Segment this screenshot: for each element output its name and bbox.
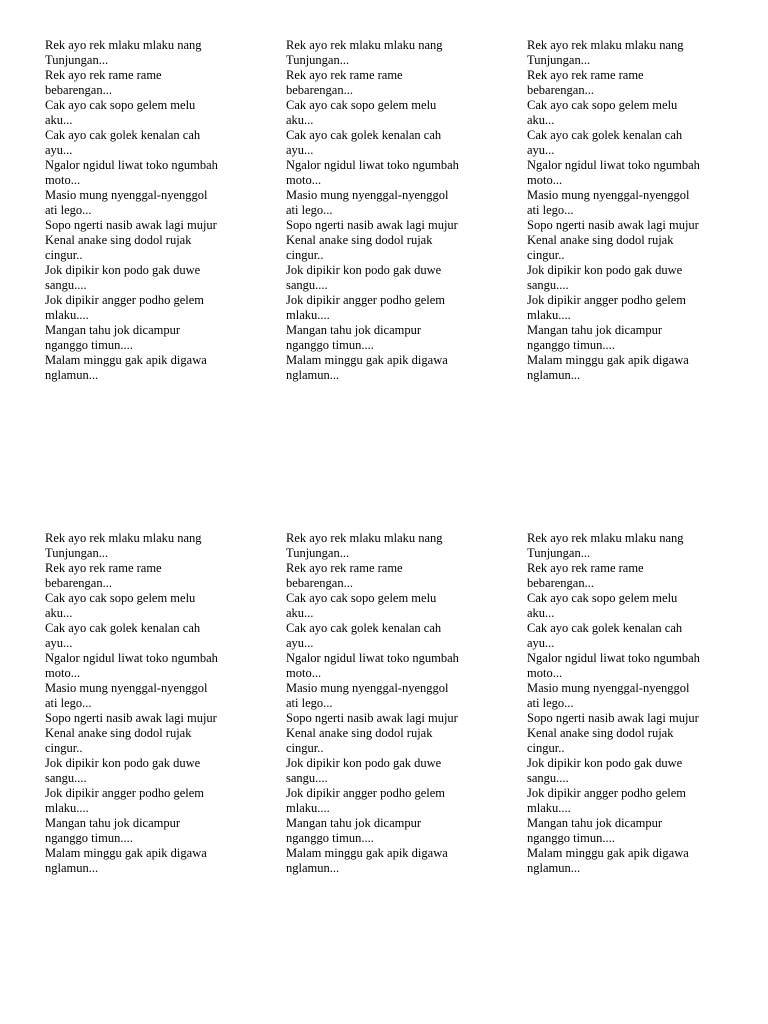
lyric-line: Kenal anake sing dodol rujak: [286, 233, 433, 247]
lyrics-block-top-middle: [286, 38, 486, 383]
lyric-line: sangu....: [45, 771, 87, 785]
lyric-line: ayu...: [45, 636, 73, 650]
lyric-line: nglamun...: [286, 861, 340, 875]
lyric-line: Cak ayo cak sopo gelem melu: [527, 98, 678, 112]
lyric-line: ati lego...: [286, 696, 333, 710]
lyric-line: Mangan tahu jok dicampur: [527, 323, 663, 337]
lyric-line: Ngalor ngidul liwat toko ngumbah: [45, 651, 218, 665]
lyric-line: Rek ayo rek rame rame: [527, 561, 644, 575]
lyric-line: mlaku....: [527, 308, 571, 322]
lyric-line: cingur..: [527, 248, 565, 262]
lyric-line: ati lego...: [45, 203, 92, 217]
lyric-line: ayu...: [286, 636, 314, 650]
lyric-line: Mangan tahu jok dicampur: [286, 323, 422, 337]
lyric-line: moto...: [45, 666, 81, 680]
lyric-line: Malam minggu gak apik digawa: [527, 353, 689, 367]
lyric-line: Rek ayo rek rame rame: [45, 68, 162, 82]
lyric-line: cingur..: [45, 741, 83, 755]
lyric-line: aku...: [45, 606, 73, 620]
lyric-line: Malam minggu gak apik digawa: [527, 846, 689, 860]
lyric-line: Cak ayo cak golek kenalan cah: [527, 128, 683, 142]
lyric-line: aku...: [527, 113, 555, 127]
lyric-line: aku...: [286, 113, 314, 127]
lyric-line: sangu....: [286, 771, 328, 785]
lyric-line: Ngalor ngidul liwat toko ngumbah: [45, 158, 218, 172]
lyric-line: Kenal anake sing dodol rujak: [286, 726, 433, 740]
lyric-line: Masio mung nyenggal-nyenggol: [286, 681, 449, 695]
lyric-line: Ngalor ngidul liwat toko ngumbah: [286, 158, 459, 172]
lyric-line: Sopo ngerti nasib awak lagi mujur: [286, 711, 458, 725]
lyric-line: nganggo timun....: [45, 338, 133, 352]
lyric-line: moto...: [286, 666, 322, 680]
lyric-line: Masio mung nyenggal-nyenggol: [45, 188, 208, 202]
lyric-line: Masio mung nyenggal-nyenggol: [286, 188, 449, 202]
lyric-line: bebarengan...: [45, 83, 112, 97]
lyric-line: Kenal anake sing dodol rujak: [45, 726, 192, 740]
lyric-line: Jok dipikir angger podho gelem: [527, 293, 686, 307]
lyric-line: Masio mung nyenggal-nyenggol: [527, 188, 690, 202]
lyric-line: moto...: [286, 173, 322, 187]
lyric-line: Rek ayo rek rame rame: [286, 68, 403, 82]
lyrics-block-bottom-left: [45, 531, 245, 876]
lyric-line: Rek ayo rek rame rame: [45, 561, 162, 575]
lyric-line: bebarengan...: [45, 576, 112, 590]
lyric-line: Jok dipikir angger podho gelem: [527, 786, 686, 800]
lyric-line: mlaku....: [286, 308, 330, 322]
lyric-line: Rek ayo rek mlaku mlaku nang: [286, 38, 443, 52]
lyric-line: Tunjungan...: [45, 546, 109, 560]
lyric-line: Malam minggu gak apik digawa: [286, 846, 448, 860]
lyric-line: Malam minggu gak apik digawa: [286, 353, 448, 367]
lyric-line: aku...: [286, 606, 314, 620]
lyrics-block-top-left: [45, 38, 245, 383]
lyric-line: nglamun...: [45, 861, 99, 875]
lyric-line: cingur..: [286, 741, 324, 755]
lyric-line: Cak ayo cak golek kenalan cah: [286, 621, 442, 635]
lyric-line: Jok dipikir kon podo gak duwe: [286, 263, 442, 277]
lyric-line: ayu...: [286, 143, 314, 157]
lyric-line: Cak ayo cak golek kenalan cah: [45, 128, 201, 142]
lyric-line: cingur..: [286, 248, 324, 262]
lyric-line: nganggo timun....: [45, 831, 133, 845]
lyric-line: Tunjungan...: [45, 53, 109, 67]
lyric-line: Cak ayo cak sopo gelem melu: [286, 98, 437, 112]
lyric-line: nganggo timun....: [286, 831, 374, 845]
lyric-line: nganggo timun....: [527, 831, 615, 845]
lyric-line: Mangan tahu jok dicampur: [45, 323, 181, 337]
lyric-line: Mangan tahu jok dicampur: [45, 816, 181, 830]
lyric-line: Rek ayo rek mlaku mlaku nang: [527, 531, 684, 545]
lyric-line: ati lego...: [527, 203, 574, 217]
lyric-line: Tunjungan...: [286, 53, 350, 67]
lyric-line: moto...: [527, 666, 563, 680]
lyric-line: Cak ayo cak sopo gelem melu: [45, 98, 196, 112]
lyric-line: mlaku....: [527, 801, 571, 815]
lyrics-block-bottom-right: [527, 531, 727, 876]
lyric-line: Cak ayo cak golek kenalan cah: [286, 128, 442, 142]
lyric-line: Malam minggu gak apik digawa: [45, 846, 207, 860]
lyric-line: Sopo ngerti nasib awak lagi mujur: [286, 218, 458, 232]
lyric-line: Jok dipikir angger podho gelem: [45, 786, 204, 800]
lyric-line: ati lego...: [45, 696, 92, 710]
lyric-line: aku...: [527, 606, 555, 620]
lyric-line: sangu....: [527, 278, 569, 292]
lyric-line: Jok dipikir kon podo gak duwe: [527, 263, 683, 277]
lyric-line: Jok dipikir kon podo gak duwe: [45, 756, 201, 770]
lyric-line: Jok dipikir kon podo gak duwe: [527, 756, 683, 770]
lyric-line: mlaku....: [45, 308, 89, 322]
lyric-line: Jok dipikir angger podho gelem: [286, 293, 445, 307]
lyric-line: Rek ayo rek mlaku mlaku nang: [45, 38, 202, 52]
lyric-line: sangu....: [45, 278, 87, 292]
lyric-line: Masio mung nyenggal-nyenggol: [527, 681, 690, 695]
lyric-line: Cak ayo cak golek kenalan cah: [45, 621, 201, 635]
lyric-line: Jok dipikir kon podo gak duwe: [45, 263, 201, 277]
lyric-line: Kenal anake sing dodol rujak: [45, 233, 192, 247]
lyric-line: Ngalor ngidul liwat toko ngumbah: [527, 158, 700, 172]
lyric-line: ati lego...: [286, 203, 333, 217]
lyric-line: bebarengan...: [527, 576, 594, 590]
lyric-line: bebarengan...: [286, 83, 353, 97]
lyric-line: Tunjungan...: [527, 546, 591, 560]
lyric-line: Sopo ngerti nasib awak lagi mujur: [45, 711, 217, 725]
lyrics-block-top-right: [527, 38, 727, 383]
lyric-line: ayu...: [527, 636, 555, 650]
lyric-line: sangu....: [527, 771, 569, 785]
lyric-line: Sopo ngerti nasib awak lagi mujur: [45, 218, 217, 232]
lyric-line: Cak ayo cak golek kenalan cah: [527, 621, 683, 635]
lyric-line: Cak ayo cak sopo gelem melu: [527, 591, 678, 605]
lyric-line: nganggo timun....: [286, 338, 374, 352]
lyric-line: Rek ayo rek mlaku mlaku nang: [45, 531, 202, 545]
lyric-line: Jok dipikir angger podho gelem: [286, 786, 445, 800]
lyrics-block-bottom-middle: [286, 531, 486, 876]
lyric-line: Mangan tahu jok dicampur: [527, 816, 663, 830]
lyric-line: nglamun...: [527, 861, 581, 875]
lyric-line: Jok dipikir angger podho gelem: [45, 293, 204, 307]
lyric-line: nglamun...: [286, 368, 340, 382]
lyric-line: Sopo ngerti nasib awak lagi mujur: [527, 711, 699, 725]
lyric-line: Masio mung nyenggal-nyenggol: [45, 681, 208, 695]
lyric-line: Malam minggu gak apik digawa: [45, 353, 207, 367]
lyric-line: mlaku....: [286, 801, 330, 815]
lyric-line: Sopo ngerti nasib awak lagi mujur: [527, 218, 699, 232]
lyric-line: Mangan tahu jok dicampur: [286, 816, 422, 830]
lyric-line: Ngalor ngidul liwat toko ngumbah: [286, 651, 459, 665]
lyric-line: ayu...: [527, 143, 555, 157]
lyric-line: nganggo timun....: [527, 338, 615, 352]
lyric-line: Ngalor ngidul liwat toko ngumbah: [527, 651, 700, 665]
lyric-line: bebarengan...: [286, 576, 353, 590]
lyric-line: ati lego...: [527, 696, 574, 710]
lyric-line: Cak ayo cak sopo gelem melu: [45, 591, 196, 605]
lyric-line: Rek ayo rek mlaku mlaku nang: [286, 531, 443, 545]
lyric-line: nglamun...: [45, 368, 99, 382]
lyric-line: cingur..: [527, 741, 565, 755]
lyric-line: aku...: [45, 113, 73, 127]
lyric-line: Rek ayo rek rame rame: [527, 68, 644, 82]
lyric-line: mlaku....: [45, 801, 89, 815]
lyric-line: Tunjungan...: [286, 546, 350, 560]
lyric-line: Kenal anake sing dodol rujak: [527, 233, 674, 247]
lyric-line: Rek ayo rek rame rame: [286, 561, 403, 575]
lyric-line: Rek ayo rek mlaku mlaku nang: [527, 38, 684, 52]
lyric-line: sangu....: [286, 278, 328, 292]
lyric-line: cingur..: [45, 248, 83, 262]
lyric-line: Tunjungan...: [527, 53, 591, 67]
lyric-line: Kenal anake sing dodol rujak: [527, 726, 674, 740]
lyric-line: moto...: [527, 173, 563, 187]
lyric-line: ayu...: [45, 143, 73, 157]
lyric-line: moto...: [45, 173, 81, 187]
lyric-line: bebarengan...: [527, 83, 594, 97]
lyric-line: nglamun...: [527, 368, 581, 382]
lyric-line: Cak ayo cak sopo gelem melu: [286, 591, 437, 605]
lyric-line: Jok dipikir kon podo gak duwe: [286, 756, 442, 770]
